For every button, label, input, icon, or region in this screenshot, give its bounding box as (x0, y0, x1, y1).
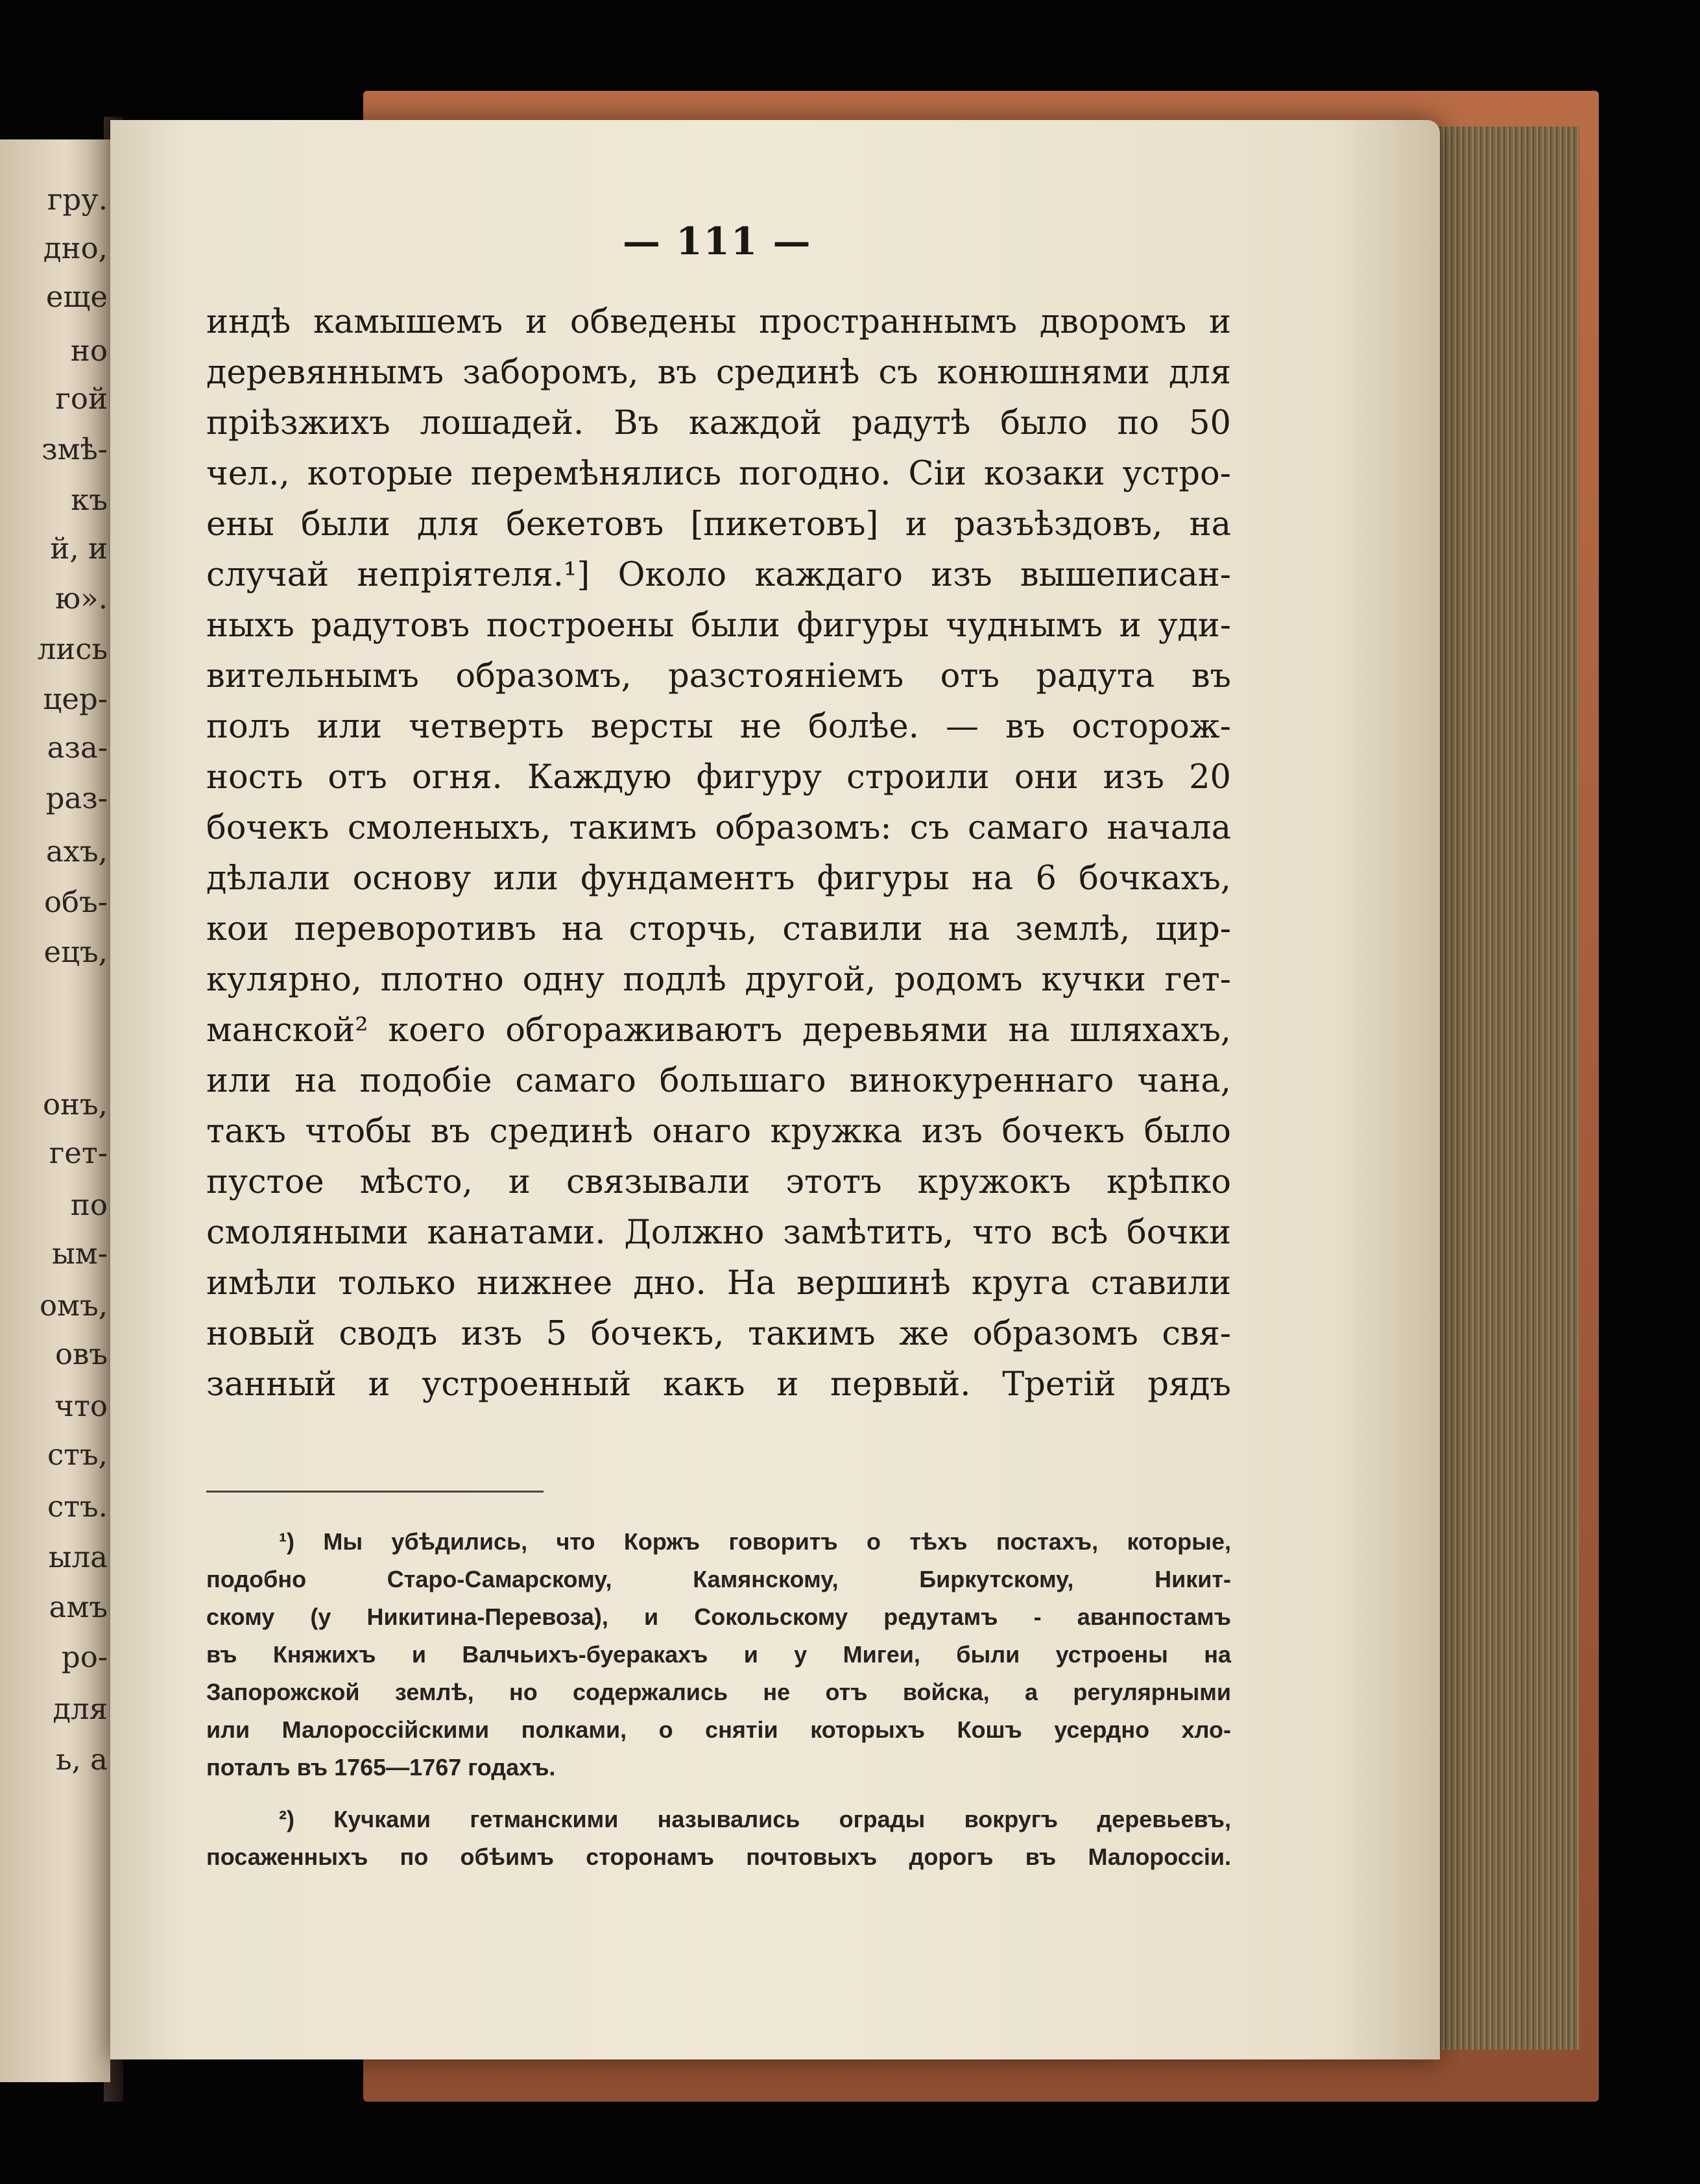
footnote-line: или Малороссійскими полками, о снятіи которыхъ Кошъ усердно хло- (206, 1716, 1231, 1743)
left-page-fragment: стъ. (47, 1489, 108, 1524)
text-line: ены были для бекетовъ [пикетовъ] и разъѣздовъ, на (206, 505, 1231, 544)
body-text (206, 297, 1231, 1410)
footnote-line: Запорожской землѣ, но содержались не отъ войска, а регулярными (206, 1679, 1231, 1705)
left-page-fragment: раз- (45, 781, 108, 815)
left-page-fragment: ецъ, (43, 935, 108, 969)
text-line: занный и устроенный какъ и первый. Третій рядъ (206, 1365, 1231, 1404)
text-line: чел., которые перемѣнялись погодно. Сіи козаки устро- (206, 455, 1231, 493)
footnote-line: ²) Кучками гетманскими назывались ограды вокругъ деревьевъ, (279, 1806, 1231, 1832)
left-page-fragment: ю». (54, 581, 108, 616)
footnotes (206, 1523, 1231, 1876)
text-line: случай непріятеля.¹] Около каждаго изъ вышеписан- (206, 556, 1231, 594)
text-line: или на подобіе самаго большаго винокуреннаго чана, (206, 1062, 1231, 1100)
left-page-fragment: ь, а (56, 1742, 108, 1777)
left-page-fragment: но (70, 333, 108, 368)
left-page-fragment: онъ, (42, 1087, 108, 1122)
text-line: пустое мѣсто, и связывали этотъ кружокъ крѣпко (206, 1163, 1231, 1201)
footnote-line: посаженныхъ по обѣимъ сторонамъ почтовыхъ дорогъ въ Малороссіи. (206, 1843, 1231, 1870)
left-page-fragment: къ (71, 483, 108, 517)
text-line: ныхъ радутовъ построены были фигуры чуднымъ и уди- (206, 606, 1231, 645)
text-line: такъ чтобы въ срединѣ онаго кружка изъ бочекъ было (206, 1112, 1231, 1151)
left-page-fragment: что (54, 1389, 108, 1423)
left-page-fragment: аза- (47, 730, 108, 765)
left-page-fragment: стъ, (47, 1437, 108, 1472)
left-page-fragment: гру. (47, 182, 108, 217)
left-page-fragment: цер- (43, 682, 108, 716)
text-line: новый сводъ изъ 5 бочекъ, такимъ же образомъ свя- (206, 1315, 1231, 1353)
text-line: кулярно, плотно одну подлѣ другой, родомъ кучки гет- (206, 961, 1231, 999)
text-line: смоляными канатами. Должно замѣтить, что всѣ бочки (206, 1214, 1231, 1252)
text-line: бочекъ смоленыхъ, такимъ образомъ: съ самаго начала (206, 809, 1231, 847)
page-edges (1430, 126, 1579, 2050)
footnote-line: подобно Старо-Самарскому, Камянскому, Биркутскому, Никит- (206, 1566, 1231, 1592)
left-page-fragment: гет- (49, 1136, 108, 1170)
left-page-fragment: гой (55, 381, 108, 416)
left-page-fragment: ахъ, (45, 834, 108, 869)
text-line: индѣ камышемъ и обведены пространнымъ дворомъ и (206, 303, 1231, 341)
left-page-fragment: еще (45, 280, 108, 314)
text-line: полъ или четверть версты не болѣе. — въ осторож- (206, 708, 1231, 746)
footnote-line: скому (у Никитина-Перевоза), и Сокольскому редутамъ - аванпостамъ (206, 1603, 1231, 1630)
text-line: имѣли только нижнее дно. На вершинѣ круга ставили (206, 1264, 1231, 1302)
left-page-fragment: ро- (61, 1640, 108, 1674)
left-page-fragment: амъ (49, 1590, 108, 1624)
left-page-fragment: ым- (51, 1236, 108, 1271)
page-number: — 111 — (623, 219, 812, 263)
left-page-fragment: овъ (54, 1337, 108, 1371)
footnote-line: въ Княжихъ и Валчьихъ-буеракахъ и у Мигеи, были устроены на (206, 1641, 1231, 1668)
text-line: манской² коего обгораживаютъ деревьями на шляхахъ, (206, 1011, 1231, 1050)
left-page-fragment: по (70, 1188, 108, 1222)
left-page-fragment: дно, (43, 231, 108, 265)
left-page-fragment: ыла (48, 1540, 108, 1574)
text-line: дѣлали основу или фундаментъ фигуры на 6 бочкахъ, (206, 859, 1231, 898)
text-line: пріѣзжихъ лошадей. Въ каждой радутѣ было по 50 (206, 404, 1231, 442)
left-page-fragment: омъ, (39, 1288, 108, 1323)
left-page-fragment: объ- (43, 885, 108, 919)
text-line: кои переворотивъ на сторчь, ставили на землѣ, цир- (206, 910, 1231, 948)
footnote-line: поталъ въ 1765—1767 годахъ. (206, 1754, 556, 1781)
text-line: деревяннымъ заборомъ, въ срединѣ съ конюшнями для (206, 354, 1231, 392)
left-page-fragment: змѣ- (42, 432, 108, 466)
left-page-fragment: й, и (50, 531, 108, 566)
footnote-line: ¹) Мы убѣдились, что Коржъ говоритъ о тѣхъ постахъ, которые, (279, 1528, 1231, 1555)
left-page-fragment: для (53, 1692, 108, 1726)
left-page (0, 139, 110, 2082)
left-page-fragment: лись (37, 632, 108, 666)
text-line: ность отъ огня. Каждую фигуру строили они изъ 20 (206, 758, 1231, 797)
footnote-separator (206, 1491, 544, 1493)
text-line: вительнымъ образомъ, разстояніемъ отъ радута въ (206, 657, 1231, 695)
